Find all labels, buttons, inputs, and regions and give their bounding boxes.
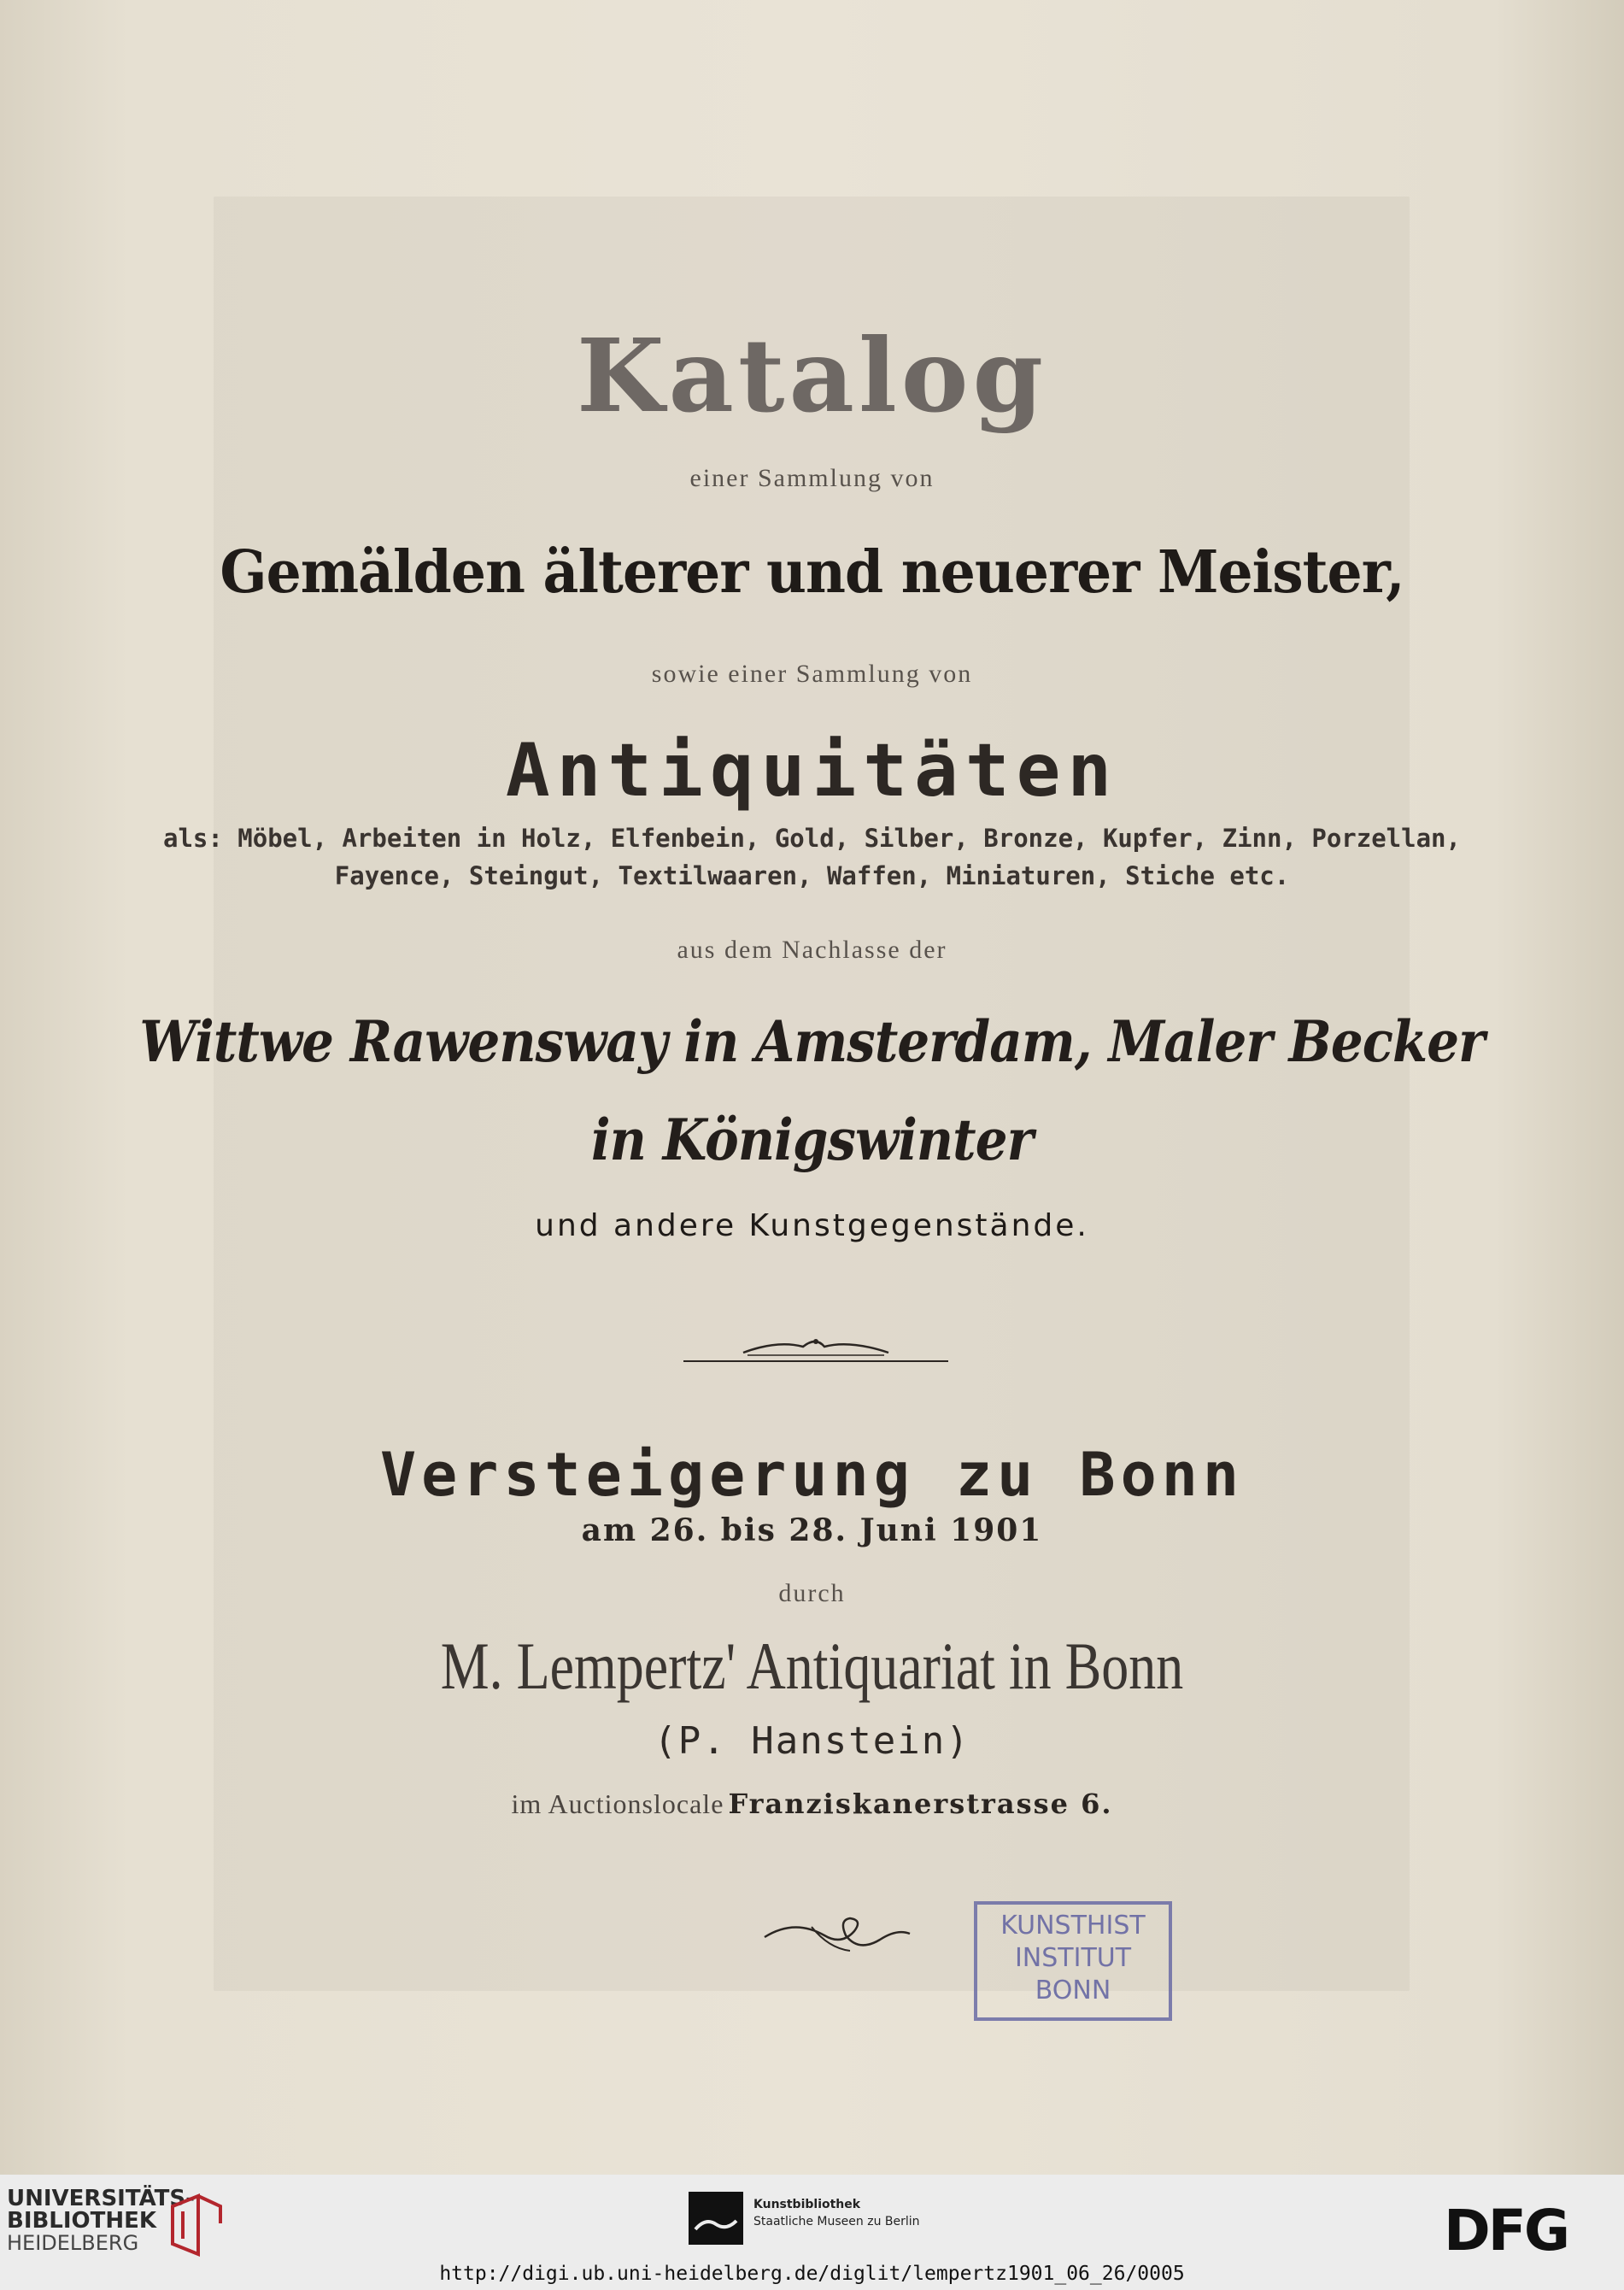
estate-line-1: Wittwe Rawensway in Amsterdam, Maler Becker (139, 1008, 1485, 1075)
kb-line-2: Staatliche Museen zu Berlin (753, 2215, 920, 2228)
flourish-ornament (760, 1901, 914, 1961)
auction-location (0, 1788, 1624, 1820)
kunstbibliothek-logo-icon (689, 2192, 743, 2245)
kunstbibliothek-label[interactable] (753, 2198, 920, 2228)
kb-line-1: Kunstbibliothek (753, 2198, 861, 2211)
heading-paintings: Gemälden älterer und neuerer Meister, (220, 538, 1404, 607)
items-line-2: Fayence, Steingut, Textilwaaren, Waffen, Miniaturen, Stiche etc. (334, 861, 1290, 890)
divider-ornament (675, 1323, 957, 1374)
stamp-line-2: INSTITUT (1014, 1943, 1132, 1973)
estate-line-2: in Königswinter (590, 1107, 1034, 1173)
catalog-title: Katalog (576, 316, 1048, 435)
subtitle-durch: durch (778, 1579, 846, 1607)
source-url[interactable]: http://digi.ub.uni-heidelberg.de/diglit/lempertz1901_06_26/0005 (439, 2263, 1185, 2285)
subtitle-einer: einer Sammlung von (689, 464, 935, 492)
dfg-logo[interactable]: DFG (1444, 2198, 1568, 2264)
subtitle-und: und andere Kunstgegenstände. (535, 1208, 1089, 1243)
ub-line-3: HEIDELBERG (7, 2231, 139, 2255)
stamp-line-3: BONN (1035, 1976, 1111, 2005)
library-stamp (974, 1901, 1172, 2021)
location-address: Franziskanerstrasse 6. (728, 1788, 1113, 1820)
ub-line-2: BIBLIOTHEK (7, 2208, 157, 2234)
items-line-1: als: Möbel, Arbeiten in Holz, Elfenbein, Gold, Silber, Bronze, Kupfer, Zinn, Porzellan, (163, 824, 1461, 853)
auctioneer-owner: (P. Hanstein) (654, 1719, 970, 1763)
subtitle-aus: aus dem Nachlasse der (677, 936, 947, 964)
heading-antiquities: Antiquitäten (505, 728, 1119, 813)
auction-heading: Versteigerung zu Bonn (379, 1440, 1244, 1510)
stamp-line-1: KUNSTHIST (1000, 1911, 1146, 1941)
ub-logo-icon (164, 2189, 227, 2261)
location-prefix: im Auctionslocale (511, 1788, 724, 1819)
auctioneer-name: M. Lempertz' Antiquariat in Bonn (440, 1629, 1184, 1703)
ub-line-1: UNIVERSITÄTS- (7, 2186, 195, 2211)
subtitle-sowie: sowie einer Sammlung von (651, 660, 973, 688)
auction-dates: am 26. bis 28. Juni 1901 (581, 1512, 1043, 1548)
